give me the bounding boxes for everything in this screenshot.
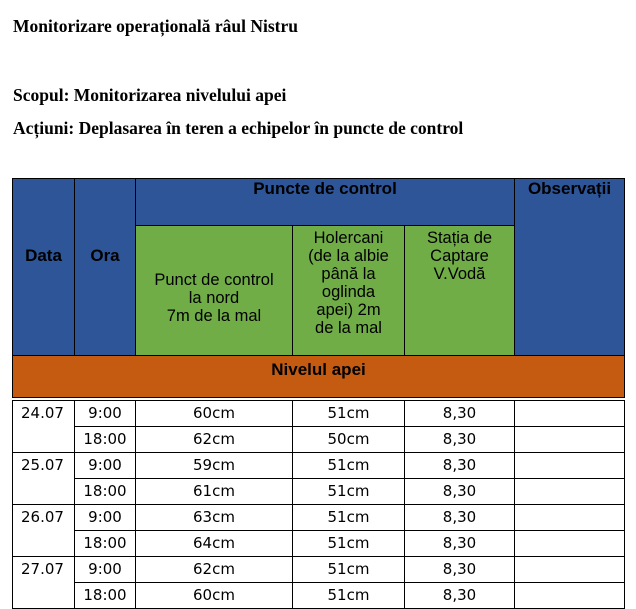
observation-cell	[515, 505, 625, 531]
header-point-vvoda	[405, 226, 515, 356]
header-point-north	[136, 226, 293, 356]
point-holercani-value: 51cm	[293, 401, 405, 427]
observation-cell	[515, 479, 625, 505]
header-observations: Observații	[515, 179, 625, 356]
observation-cell	[515, 401, 625, 427]
observation-cell	[515, 453, 625, 479]
point-vvoda-value: 8,30	[405, 453, 515, 479]
point-holercani-value: 51cm	[293, 505, 405, 531]
table-row	[13, 531, 625, 557]
observation-cell	[515, 531, 625, 557]
point-holercani-value: 51cm	[293, 557, 405, 583]
point-north-value: 63cm	[136, 505, 293, 531]
point-vvoda-value: 8,30	[405, 505, 515, 531]
point-vvoda-line3: V.Vodă	[433, 265, 486, 283]
time-cell: 9:00	[75, 557, 136, 583]
date-cell: 24.07	[13, 401, 75, 453]
table-row	[13, 557, 625, 583]
point-north-line2: la nord	[188, 289, 240, 307]
point-holercani-value: 50cm	[293, 427, 405, 453]
header-time: Ora	[75, 179, 136, 356]
header-date: Data	[13, 179, 75, 356]
table-row	[13, 427, 625, 453]
table-row	[13, 453, 625, 479]
time-cell: 18:00	[75, 427, 136, 453]
observation-cell	[515, 427, 625, 453]
observation-cell	[515, 583, 625, 609]
point-holercani-value: 51cm	[293, 453, 405, 479]
point-north-value: 59cm	[136, 453, 293, 479]
point-north-value: 62cm	[136, 427, 293, 453]
table-row	[13, 401, 625, 427]
point-vvoda-line2: Captare	[430, 247, 489, 265]
point-holercani-line2: (de la albie	[308, 247, 389, 265]
point-holercani-value: 51cm	[293, 479, 405, 505]
table-row	[13, 479, 625, 505]
point-holercani-line5: apei) 2m	[316, 301, 381, 319]
point-holercani-line3: până la	[321, 265, 376, 283]
time-cell: 18:00	[75, 479, 136, 505]
point-holercani-value: 51cm	[293, 583, 405, 609]
table-row	[13, 505, 625, 531]
time-cell: 9:00	[75, 453, 136, 479]
time-cell: 9:00	[75, 401, 136, 427]
date-cell: 25.07	[13, 453, 75, 505]
point-vvoda-value: 8,30	[405, 427, 515, 453]
point-north-value: 60cm	[136, 583, 293, 609]
time-cell: 18:00	[75, 531, 136, 557]
point-vvoda-value: 8,30	[405, 531, 515, 557]
point-holercani-value: 51cm	[293, 531, 405, 557]
point-north-line3: 7m de la mal	[166, 307, 262, 325]
point-vvoda-value: 8,30	[405, 557, 515, 583]
document-title: Monitorizare operațională râul Nistru	[13, 16, 298, 36]
header-point-holercani	[293, 226, 405, 356]
time-cell: 9:00	[75, 505, 136, 531]
section-water-level: Nivelul apei	[13, 356, 625, 398]
point-north-line1: Punct de control	[154, 271, 274, 289]
observation-cell	[515, 557, 625, 583]
point-holercani-line6: de la mal	[315, 319, 382, 337]
date-cell: 26.07	[13, 505, 75, 557]
purpose-text: Scopul: Monitorizarea nivelului apei	[13, 85, 287, 105]
time-cell: 18:00	[75, 583, 136, 609]
point-north-value: 62cm	[136, 557, 293, 583]
point-north-value: 60cm	[136, 401, 293, 427]
point-vvoda-value: 8,30	[405, 479, 515, 505]
point-north-value: 61cm	[136, 479, 293, 505]
date-cell: 27.07	[13, 557, 75, 609]
point-vvoda-value: 8,30	[405, 401, 515, 427]
actions-text: Acțiuni: Deplasarea în teren a echipelor în puncte de control	[13, 118, 464, 138]
point-north-value: 64cm	[136, 531, 293, 557]
table-row	[13, 583, 625, 609]
header-control-points: Puncte de control	[136, 179, 515, 226]
point-vvoda-value: 8,30	[405, 583, 515, 609]
point-holercani-line4: oglinda	[321, 283, 376, 301]
point-vvoda-line1: Stația de	[426, 229, 493, 247]
monitoring-table	[12, 178, 625, 609]
point-holercani-line1: Holercani	[313, 229, 384, 247]
